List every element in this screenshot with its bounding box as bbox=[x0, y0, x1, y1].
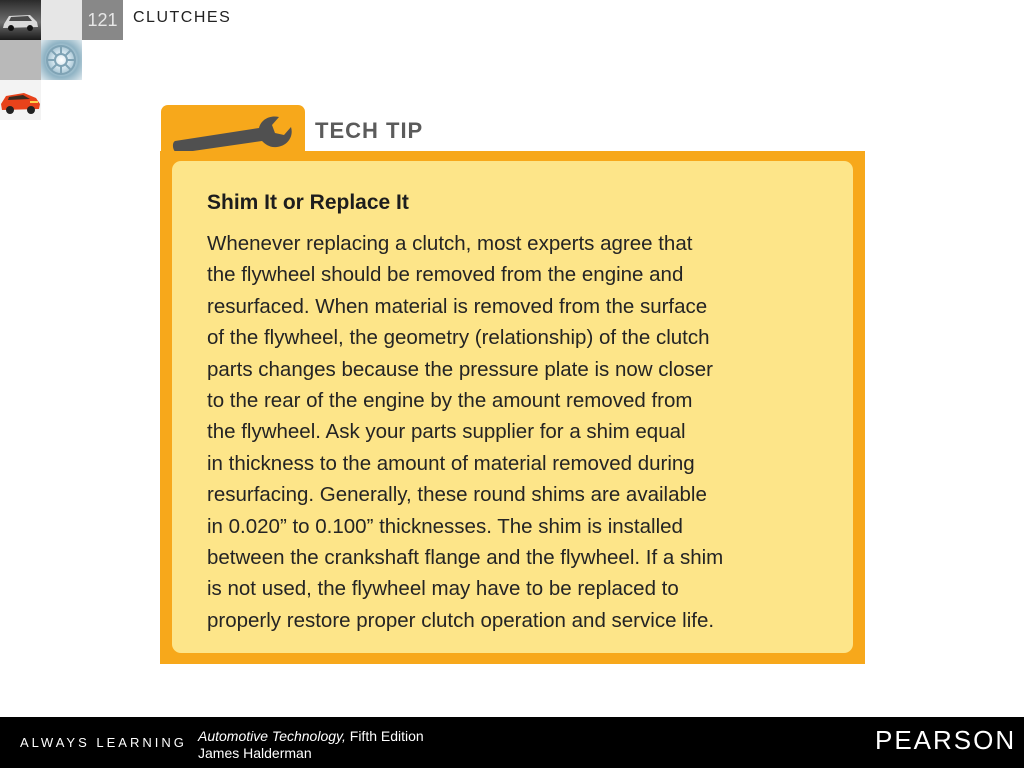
footer-book-author: James Halderman bbox=[198, 745, 312, 761]
footer-book-line bbox=[198, 728, 424, 744]
header-clutch-disc-photo bbox=[41, 40, 82, 80]
body-line: the flywheel. Ask your parts supplier for a shim equal bbox=[207, 420, 686, 444]
tech-tip-body bbox=[207, 228, 723, 636]
body-line: Whenever replacing a clutch, most experts agree that bbox=[207, 232, 693, 255]
header-blank-tile bbox=[41, 0, 82, 40]
header-car-photo bbox=[0, 0, 41, 40]
footer-bar bbox=[0, 717, 1024, 768]
body-line: of the flywheel, the geometry (relationship) of the clutch bbox=[207, 326, 710, 350]
body-line: is not used, the flywheel may have to be replaced to bbox=[207, 577, 679, 601]
footer-book-edition: Fifth Edition bbox=[345, 728, 424, 744]
footer-tagline: ALWAYS LEARNING bbox=[20, 735, 187, 750]
page-number: 121 bbox=[82, 0, 123, 40]
body-line: resurfacing. Generally, these round shims are available bbox=[207, 483, 707, 507]
body-line: parts changes because the pressure plate is now closer bbox=[207, 357, 713, 381]
body-line: in thickness to the amount of material removed during bbox=[207, 451, 695, 475]
footer-book-title: Automotive Technology, bbox=[198, 728, 346, 744]
body-line: to the rear of the engine by the amount removed from bbox=[207, 388, 693, 412]
body-line: the flywheel should be removed from the engine and bbox=[207, 263, 684, 287]
body-line: between the crankshaft flange and the flywheel. If a shim bbox=[207, 545, 724, 569]
publisher-logo: PEARSON bbox=[875, 725, 1017, 755]
chapter-title: CLUTCHES bbox=[133, 9, 232, 26]
tech-tip-heading: Shim It or Replace It bbox=[207, 191, 409, 214]
tech-tip-label: TECH TIP bbox=[315, 118, 424, 143]
body-line: resurfaced. When material is removed from the surface bbox=[207, 294, 708, 318]
header-gray-tile bbox=[0, 40, 41, 80]
body-line: properly restore proper clutch operation and service life. bbox=[207, 608, 715, 632]
body-line: in 0.020” to 0.100” thicknesses. The shim is installed bbox=[207, 514, 683, 538]
header-sports-car-photo bbox=[0, 80, 41, 120]
